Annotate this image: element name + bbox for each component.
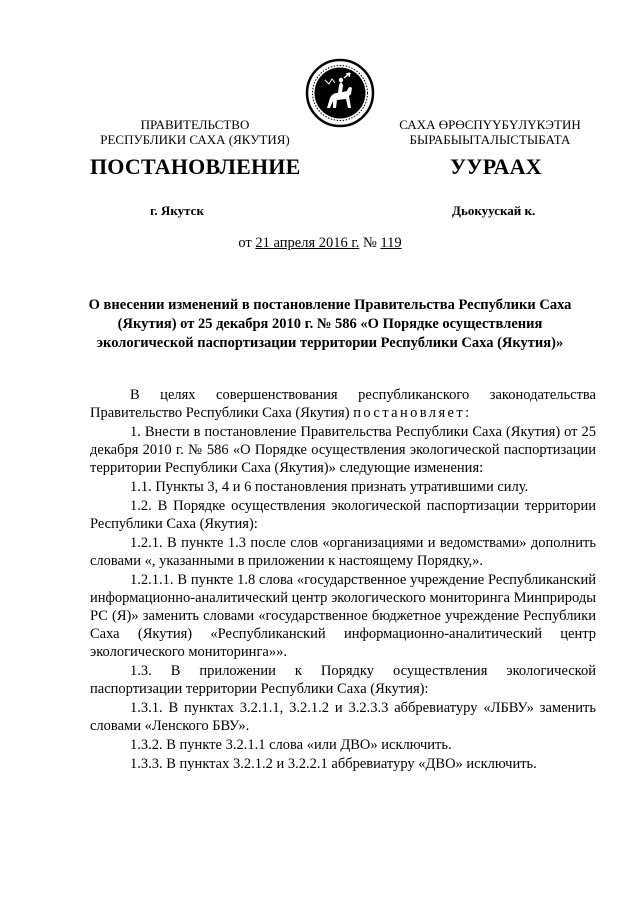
document-number: 119 [380, 235, 402, 251]
government-name-line: ПРАВИТЕЛЬСТВО [140, 117, 250, 132]
body-paragraph: 1.2. В Порядке осуществления экологической паспортизации территории Республики Саха (Якутия): [90, 498, 596, 532]
body-paragraph: 1.3.1. В пунктах 3.2.1.1, 3.2.1.2 и 3.2.3.3 аббревиатуру «ЛБВУ» заменить словами «Ленского БВУ». [90, 700, 596, 734]
place-yakut: Дьокуускай к. [452, 203, 536, 218]
body-paragraph: 1.3. В приложении к Порядку осуществления экологической паспортизации территории Республики Саха (Якутия): [90, 663, 596, 697]
document-type-russian: ПОСТАНОВЛЕНИЕ [90, 154, 301, 179]
government-name-line: РЕСПУБЛИКИ САХА (ЯКУТИЯ) [100, 132, 290, 147]
number-label: № [359, 235, 381, 251]
intro-decree-word: постановляет: [353, 405, 472, 421]
body-paragraph: 1.3.2. В пункте 3.2.1.1 слова «или ДВО» исключить. [130, 737, 452, 753]
government-name-line: БЫРАБЫЫТАЛЫСТЫБАТА [409, 132, 571, 147]
date-number-line [0, 235, 640, 252]
coat-of-arms-emblem [305, 58, 375, 128]
government-name-line: САХА ӨРӨСПҮҮБҮЛҮКЭТИН [399, 117, 581, 132]
body-paragraph: 1.2.1.1. В пункте 1.8 слова «государственное учреждение Республиканский информационно-аналитический центр экологического мониторинга Минприроды РС (Я)» заменить словами «государственное бюджетное учреждение Республики Саха (Якутия) «Республиканский информационно-аналитический центр экологического мониторинга»». [90, 572, 596, 660]
body-paragraph: 1. Внести в постановление Правительства Республики Саха (Якутия) от 25 декабря 2010 г. № 586 «О Порядке осуществления экологической паспортизации территории Республики Саха (Якутия)» следующие изменения: [90, 424, 596, 476]
place-russian: г. Якутск [150, 203, 204, 218]
document-body [90, 386, 596, 774]
body-intro [90, 386, 596, 422]
body-paragraph: 1.3.3. В пунктах 3.2.1.2 и 3.2.2.1 аббревиатуру «ДВО» исключить. [130, 756, 537, 772]
government-name-russian [85, 117, 305, 147]
body-paragraph: 1.1. Пункты 3, 4 и 6 постановления признать утратившими силу. [130, 479, 529, 495]
body-paragraph: 1.2.1. В пункте 1.3 после слов «организациями и ведомствами» дополнить словами «, указанными в приложении к настоящему Порядку,». [90, 535, 596, 569]
document-type-yakut: УУРААХ [450, 154, 542, 179]
document-date: 21 апреля 2016 г. [255, 235, 360, 251]
document-subject: О внесении изменений в постановление Правительства Республики Саха (Якутия) от 25 декабря 2010 г. № 586 «О Порядке осуществления экологической паспортизации территории Республики Саха (Якутия)» [88, 297, 572, 351]
intro-text: В целях совершенствования республиканского законодательства Правительство Республики Саха (Якутия) [90, 387, 596, 421]
government-name-yakut [385, 117, 595, 147]
date-prefix: от [238, 235, 256, 251]
